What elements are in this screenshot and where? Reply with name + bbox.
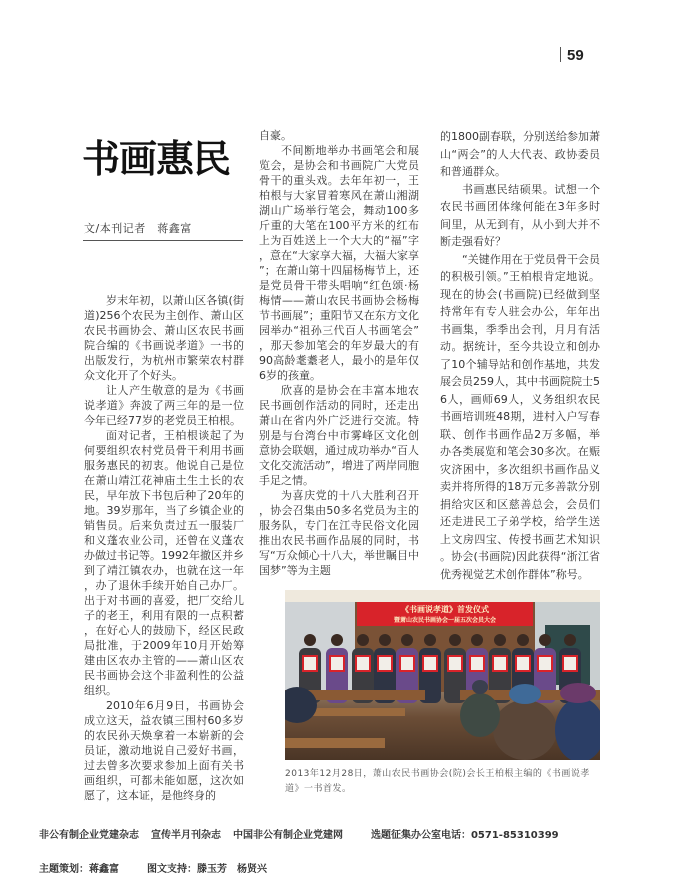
paragraph: 自豪。: [259, 129, 292, 142]
article-byline: 文/本刊记者 蒋鑫富: [84, 222, 192, 235]
person-head: [564, 634, 576, 646]
footer-phone: 选题征集办公室电话：0571-85310399: [370, 830, 559, 841]
footer-line-2: [32, 849, 279, 875]
paragraph: 让人产生敬意的是为《书画说孝道》奔波了两三年的是一位今年已经77岁的老党员王柏根。: [84, 384, 244, 427]
book: [330, 656, 344, 671]
person-head: [424, 634, 436, 646]
person-head: [449, 634, 461, 646]
banner-line-2: 暨萧山农民书画协会一届五次会员大会: [393, 617, 497, 624]
page-number: [560, 47, 584, 64]
book: [378, 656, 392, 671]
byline-divider: [83, 240, 243, 241]
paragraph: 欣喜的是协会在丰富本地农民书画创作活动的同时，还走出萧山在省内外广泛进行交流。特别是与台湾台中市雾峰区文化创意协会联姻，通过成功举办“百人文化交流活动”，增进了两岸同胞手足之情。: [259, 384, 419, 487]
footer-magazine: 非公有制企业党建杂志: [38, 830, 139, 841]
photo-caption: 2013年12月28日，萧山农民书画协会(院)会长王柏根主编的《书画说孝道》一书首发。: [285, 769, 590, 794]
person-head: [379, 634, 391, 646]
book: [538, 656, 552, 671]
person-head: [471, 634, 483, 646]
person-head: [304, 634, 316, 646]
person-head: [357, 634, 369, 646]
event-photo: [285, 590, 600, 760]
paragraph: 面对记者，王柏根谈起了为何要组织农村党员骨干利用书画服务惠民的初衷。他说自己是位在萧山靖江花神庙土生土长的农民，早年放下书包后种了20年的地。39岁那年，当了乡镇企业的销售员。后来负责过五一服装厂和义蓬农业公司，还曾在义蓬农办做过书记等。1992年撤区并乡到了靖江镇农办，也就在这一年，办了退休手续开始自己办厂。出于对书画的喜爱，把厂交给儿子的老王，利用有限的一点积蓄，在好心人的鼓励下，经区民政局批准，于2009年10月开始筹建由区农办主管的——萧山区农民书画协会这个非盈利性的公益组织。: [84, 429, 244, 697]
person-head: [539, 634, 551, 646]
paragraph: 2010年6月9日，书画协会成立这天，益农镇三围村60多岁的农民孙天焕拿着一本崭新的会员证，激动地说自己爱好书画，过去曾多次要求参加上面有关书画组织，可都未能如愿，这次如愿了，这本证，是他终身的: [84, 699, 244, 802]
paragraph: 岁末年初，以萧山区各镇(街道)256个农民为主创作、萧山区农民书画协会、萧山区农民书画院合编的《书画说孝道》一书的出版发行，为杭州市繁荣农村群众文化开了个好头。: [84, 294, 244, 382]
paragraph: 为喜庆党的十八大胜利召开，协会召集由50多名党员为主的服务队，专门在江寺民俗文化园推出农民书画作品展的同时，书写“万众倾心十八大，举世瞩目中国梦”等为主题: [259, 489, 419, 577]
book: [448, 656, 462, 671]
text-column-1: [84, 293, 244, 803]
footer-line-1: [32, 815, 571, 841]
book: [303, 656, 317, 671]
book: [493, 656, 507, 671]
book: [423, 656, 437, 671]
page-number-text: 59: [567, 47, 584, 64]
person-head: [494, 634, 506, 646]
article-title: 书画惠民: [82, 136, 231, 181]
book: [516, 656, 530, 671]
text-column-3: [440, 128, 600, 583]
page-number-divider: [560, 47, 561, 62]
person-head: [331, 634, 343, 646]
book: [356, 656, 370, 671]
book: [563, 656, 577, 671]
paragraph: 的1800副春联，分别送给参加萧山“两会”的人大代表、政协委员和普通群众。: [440, 130, 600, 178]
text-column-2: [259, 128, 419, 578]
person-head: [517, 634, 529, 646]
book: [400, 656, 414, 671]
paragraph: 书画惠民结硕果。试想一个农民书画团体缘何能在3年多时间里，从无到有，从小到大并不断走强看好？: [440, 182, 600, 248]
person-head: [401, 634, 413, 646]
footer-planner: 主题策划：蒋鑫富: [38, 864, 119, 875]
book: [470, 656, 484, 671]
footer-website: 中国非公有制企业党建网: [232, 830, 343, 841]
banner-line-1: 《书画说孝道》首发仪式: [401, 605, 489, 614]
paragraph: “关键作用在于党员骨干会员的积极引领。”王柏根肯定地说。现在的协会(书画院)已经做到坚持常年有专人驻会办公，年年出书画集，季季出会刊，月月有活动。据统计，至今共设立和创办了10个辅导站和创作基地，共发展会员259人，其中书画院院士56人，画师69人，义务组织农民书画培训班48期，进村入户写春联、创作书画作品2万多幅，举办各类展览和笔会30多次。在赈灾济困中，多次组织书画作品义卖并将所得的18万元多善款分别捐给灾区和区慈善总会，会员们还走进民工子弟学校，给学生送上文房四宝、传授书画艺术知识。协会(书画院)因此获得“浙江省优秀视觉艺术创作群体”称号。: [440, 252, 600, 581]
paragraph: 不间断地举办书画笔会和展览会，是协会和书画院广大党员骨干的重头戏。去年年初一，王柏根与大家冒着寒风在萧山湘湖湖山广场举行笔会，舞动100多斤重的大笔在100平方米的红布上为百姓送上一个大大的“福”字，意在“大家享大福，大福大家享”；在萧山第十四届杨梅节上，还是党员骨干带头唱响“红色颂·杨梅情——萧山农民书画协会杨梅节书画展”；重阳节又在东方文化园举办“祖孙三代百人书画笔会”，那天参加笔会的年岁最大的有90高龄耄耋老人，最小的是年仅6岁的孩童。: [259, 144, 419, 382]
footer-semimonthly: 宣传半月刊杂志: [150, 830, 221, 841]
footer-support: 图文支持：滕玉芳 杨贤兴: [146, 864, 267, 875]
event-photo-illustration: [285, 590, 600, 760]
